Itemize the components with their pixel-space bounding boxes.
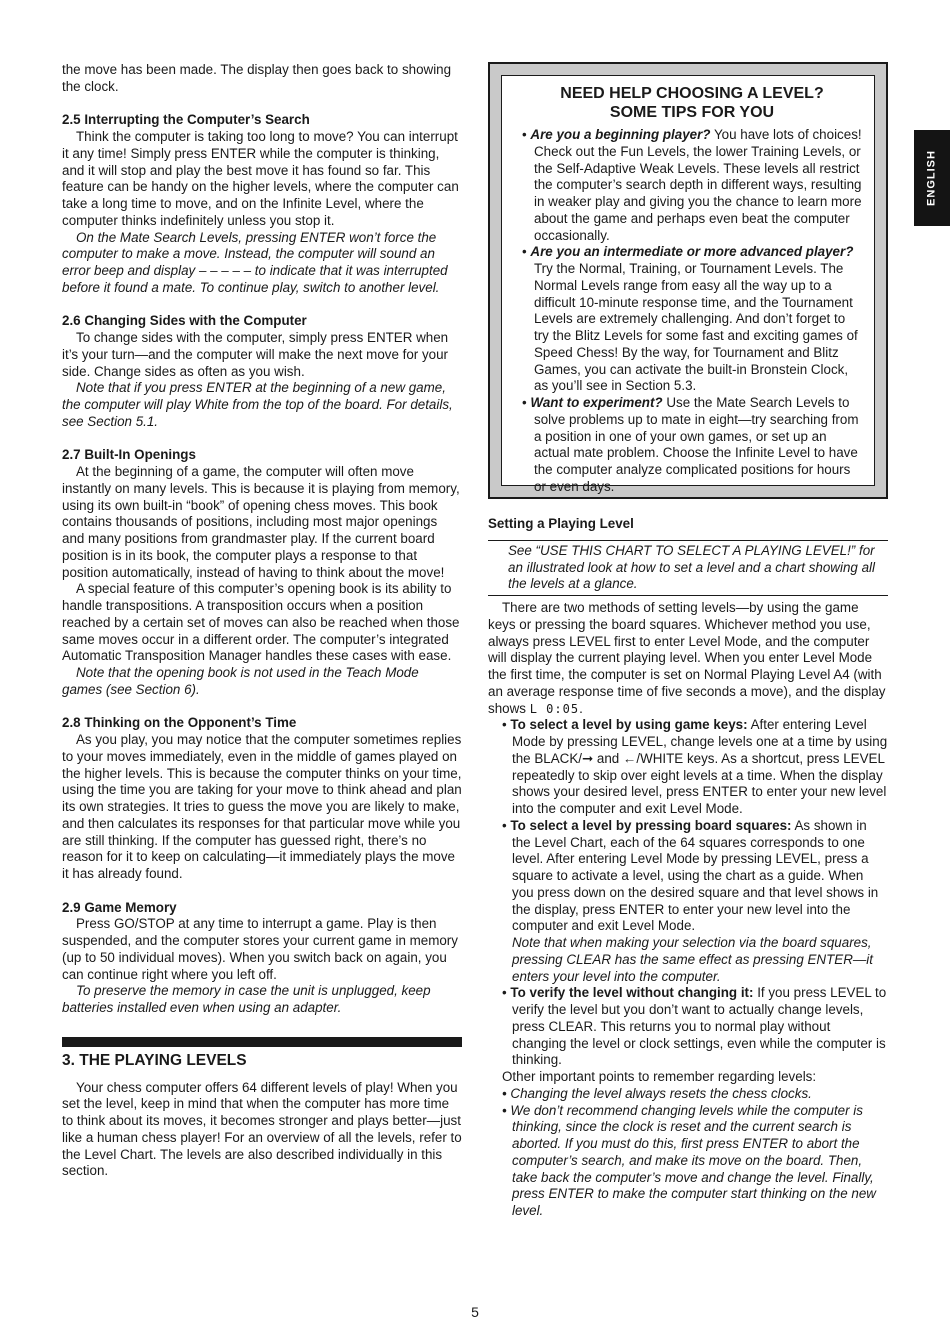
- section-2-6-body: To change sides with the computer, simply press ENTER when it’s your turn—and the computer will make the next move for your side. Change sides as often as you wish.: [62, 330, 449, 379]
- bullet-game-keys: • To select a level by using game keys: After entering Level Mode by pressing LEVEL, change levels one at a time by using the BLACK/➞ and ←/WHITE keys. As a shortcut, press LEVEL repeatedly to skip over eight levels at a time. When the display shows your desired level, press ENTER to enter your new level into the computer and exit Level Mode.: [502, 717, 888, 816]
- tip-experiment-text: Use the Mate Search Levels to solve problems up to mate in eight—try searching from a position in one of your own games, or set up an actual mate problem. Choose the Infinite Level to have the computer analyze complicated positions for hours or even days.: [534, 395, 859, 494]
- tips-box: [488, 62, 888, 499]
- bullet-board-squares-text: As shown in the Level Chart, each of the 64 squares corresponds to one level. After entering Level Mode by pressing LEVEL, press a square to activate a level, using the chart as a guide. When you press down on the desired square and that level shows in the display, press ENTER to enter your new level into the computer and exit Level Mode.: [512, 817, 879, 934]
- bullet-board-squares-note: Note that when making your selection via the board squares, pressing CLEAR has the same effect as pressing ENTER—it enters your level into the computer.: [512, 935, 873, 984]
- section-2-8-heading: 2.8 Thinking on the Opponent’s Time: [62, 715, 297, 731]
- section-2-9-note: To preserve the memory in case the unit is unplugged, keep batteries installed even when using an adapter.: [62, 983, 431, 1015]
- other-points-intro: Other important points to remember regarding levels:: [502, 1069, 817, 1084]
- language-tab-label: ENGLISH: [925, 150, 938, 206]
- tip-beginner: • Are you a beginning player? You have lots of choices! Check out the Fun Levels, the lower Training Levels, or the Self-Adaptive Weak Levels. These levels all restrict the computer’s search depth in different ways, resulting in weaker play and giving you the chance to learn more about the game and perhaps even beat the computer occasionally.: [522, 127, 862, 243]
- intro-text: the move has been made. The display then goes back to showing the clock.: [62, 62, 452, 94]
- section-2-6-note: Note that if you press ENTER at the beginning of a new game, the computer will play White from the top of the board. For details, see Section 5.1.: [62, 380, 453, 429]
- bullet-verify-level-text: If you press LEVEL to verify the level but you don’t want to actually change levels, press CLEAR. This returns you to normal play without changing the level or clock settings, even while the computer is thinking.: [512, 985, 887, 1068]
- chapter-3-heading: 3. THE PLAYING LEVELS: [62, 1051, 247, 1069]
- point-dont-change-while-thinking: • We don’t recommend changing levels while the computer is thinking, since the clock is reset and the current search is aborted. If you must do this, first press ENTER to abort the computer’s search, and make its move on the board. Then, take back the computer’s move and change the level. Finally, press ENTER to make the computer start thinking on the new level.: [502, 1102, 876, 1218]
- tips-title: [522, 84, 862, 122]
- chapter-divider: [62, 1037, 462, 1047]
- point-dont-change-while-thinking-text: We don’t recommend changing levels while the computer is thinking, since the clock is reset and the current search is aborted. If you must do this, first press ENTER to abort the computer’s search, and make its move on the board. Then, take back the computer’s move and change the level. Finally, press ENTER to make the computer start thinking on the new level.: [510, 1102, 876, 1218]
- tip-beginner-text: You have lots of choices! Check out the Fun Levels, the lower Training Levels, or the Self-Adaptive Weak Levels. These levels all restrict the computer’s search depth in different ways, resulting in weaker play and giving you the chance to learn more about the game and perhaps even beat the computer occasionally.: [534, 127, 862, 243]
- tips-title-line-1: NEED HELP CHOOSING A LEVEL?: [560, 85, 824, 102]
- setting-level-intro-text: There are two methods of setting levels—by using the game keys or pressing the board squares. Whichever method you use, always press LEVEL first to enter Level Mode, and the computer will display the current playing level. When you enter Level Mode the first time, the computer is set on Normal Playing Level A4 (with an average response time of five seconds a move), and the display shows: [488, 600, 886, 716]
- lcd-display-reading: L 0:05: [529, 701, 580, 716]
- tip-experiment: • Want to experiment? Use the Mate Search Levels to solve problems up to mate in eight—try searching from a position in one of your own games, or set up an actual mate problem. Choose the Infinite Level to have the computer analyze complicated positions for hours or even days.: [522, 395, 859, 494]
- page-number: 5: [471, 1304, 479, 1320]
- section-2-9-body: Press GO/STOP at any time to interrupt a game. Play is then suspended, and the computer stores your current game in memory (up to 50 individual moves). When you switch back on again, you can continue right where you left off.: [62, 916, 458, 982]
- tip-advanced-text: Try the Normal, Training, or Tournament Levels. The Normal Levels range from easy all the way up to a difficult 10-minute response time, and the Tournament Levels are extremely challenging. And don’t forget to try the Blitz Levels for some fast and exciting games of Speed Chess! By the way, for Tournament and Blitz Games, you can activate the built-in Bronstein Clock, as you’ll see in Section 5.3.: [534, 261, 858, 394]
- chapter-3-body: Your chess computer offers 64 different levels of play! When you set the level, keep in mind that when the computer has more time to think about its moves, it becomes stronger and plays better—just like a human chess player! For an overview of all the levels, refer to the Level Chart. The levels are also described individually in this section.: [62, 1079, 462, 1179]
- section-2-5-note: On the Mate Search Levels, pressing ENTER won’t force the computer to make a move. Instead, the computer will sound an error beep and display – – – – – to indicate that it was interrupted before it found a mate. To continue play, switch to another level.: [62, 229, 448, 295]
- bullet-board-squares: • To select a level by pressing board squares: As shown in the Level Chart, each of the 64 squares corresponds to one level. After entering Level Mode by pressing LEVEL, press a square to activate a level, using the chart as a guide. When you press down on the desired square and that level shows in the display, press ENTER to enter your new level into the computer and exit Level Mode.: [502, 817, 879, 934]
- point-resets-clocks-text: Changing the level always resets the chess clocks.: [510, 1085, 812, 1101]
- bullet-verify-level-head: To verify the level without changing it:: [510, 985, 754, 1001]
- left-column: [62, 62, 462, 1180]
- section-2-7-heading: 2.7 Built-In Openings: [62, 447, 196, 463]
- setting-level-intro: There are two methods of setting levels—by using the game keys or pressing the board squares. Whichever method you use, always press LEVEL first to enter Level Mode, and the computer will display the current playing level. When you enter Level Mode the first time, the computer is set on Normal Playing Level A4 (with an average response time of five seconds a move), and the display shows L 0:05.: [488, 600, 886, 716]
- section-2-7-body-2: A special feature of this computer’s opening book is its ability to handle transpositions. A transposition occurs when a position reached by a certain set of moves can also be reached when those same moves occur in a different order. The computer’s integrated Automatic Transposition Manager handles these cases with ease.: [62, 581, 460, 664]
- section-2-6-heading: 2.6 Changing Sides with the Computer: [62, 313, 307, 329]
- tip-advanced: • Are you an intermediate or more advanced player? Try the Normal, Training, or Tournament Levels. The Normal Levels range from easy all the way up to a difficult 10-minute response time, and the Tournament Levels are extremely challenging. And don’t forget to try the Blitz Levels for some fast and exciting games of Speed Chess! By the way, for Tournament and Blitz Games, you can activate the built-in Bronstein Clock, as you’ll see in Section 5.3.: [522, 244, 858, 394]
- section-2-9-heading: 2.9 Game Memory: [62, 899, 177, 915]
- section-2-8-body: As you play, you may notice that the computer sometimes replies to your moves immediately, even in the middle of games played on the higher levels. This is because the computer thinks on your time, using the time you are taking for your move to think ahead and plan its own strategies. It tries to guess the move you are likely to make, and then calculates its responses for that particular move while you are still thinking. If the computer has guessed right, there’s no reason for it to keep on calculating—it immediately plays the move it has already found.: [62, 732, 462, 881]
- see-chart-note: See “USE THIS CHART TO SELECT A PLAYING LEVEL!” for an illustrated look at how to set a level and a chart showing all the levels at a glance.: [488, 540, 888, 596]
- language-tab: [914, 130, 950, 226]
- tips-title-line-2: SOME TIPS FOR YOU: [609, 104, 775, 121]
- tip-beginner-question: Are you a beginning player?: [530, 127, 711, 142]
- bullet-verify-level: • To verify the level without changing it: If you press LEVEL to verify the level but you don’t want to actually change levels, press CLEAR. This returns you to normal play without changing the level or clock settings, even while the computer is thinking.: [502, 985, 887, 1068]
- section-2-7-body: At the beginning of a game, the computer will often move instantly on many levels. This is because it is playing from memory, using its own built-in “book” of opening chess moves. This book contains thousands of positions, including most major openings and many positions from grandmaster play. If the current board position is in its book, the computer plays a response to that position automatically, instead of having to think about the move!: [62, 464, 460, 580]
- point-resets-clocks: • Changing the level always resets the chess clocks.: [502, 1085, 812, 1101]
- setting-level-heading: Setting a Playing Level: [488, 516, 634, 531]
- section-2-5-body: Think the computer is taking too long to move? You can interrupt it any time! Simply press ENTER while the computer is thinking, and it will stop and play the best move it has found so far. This feature can be handy on the higher levels, where the computer can take a long time to move, and on the Infinite Level, where the computer thinks indefinitely unless you stop it.: [62, 129, 459, 228]
- section-2-5-heading: 2.5 Interrupting the Computer’s Search: [62, 112, 310, 128]
- section-2-7-note: Note that the opening book is not used in the Teach Mode games (see Section 6).: [62, 665, 419, 697]
- tip-experiment-question: Want to experiment?: [530, 395, 663, 410]
- bullet-game-keys-text: After entering Level Mode by pressing LEVEL, change levels one at a time by using the BLACK/➞ and ←/WHITE keys. As a shortcut, press LEVEL repeatedly to skip over eight levels at a time. When the display shows your desired level, press ENTER to enter your new level into the computer and exit Level Mode.: [512, 717, 888, 816]
- bullet-board-squares-head: To select a level by pressing board squares:: [510, 817, 792, 833]
- right-column: [488, 62, 888, 1220]
- tips-box-inner: [501, 75, 875, 494]
- tip-advanced-question: Are you an intermediate or more advanced player?: [530, 244, 854, 260]
- bullet-game-keys-head: To select a level by using game keys:: [510, 717, 748, 733]
